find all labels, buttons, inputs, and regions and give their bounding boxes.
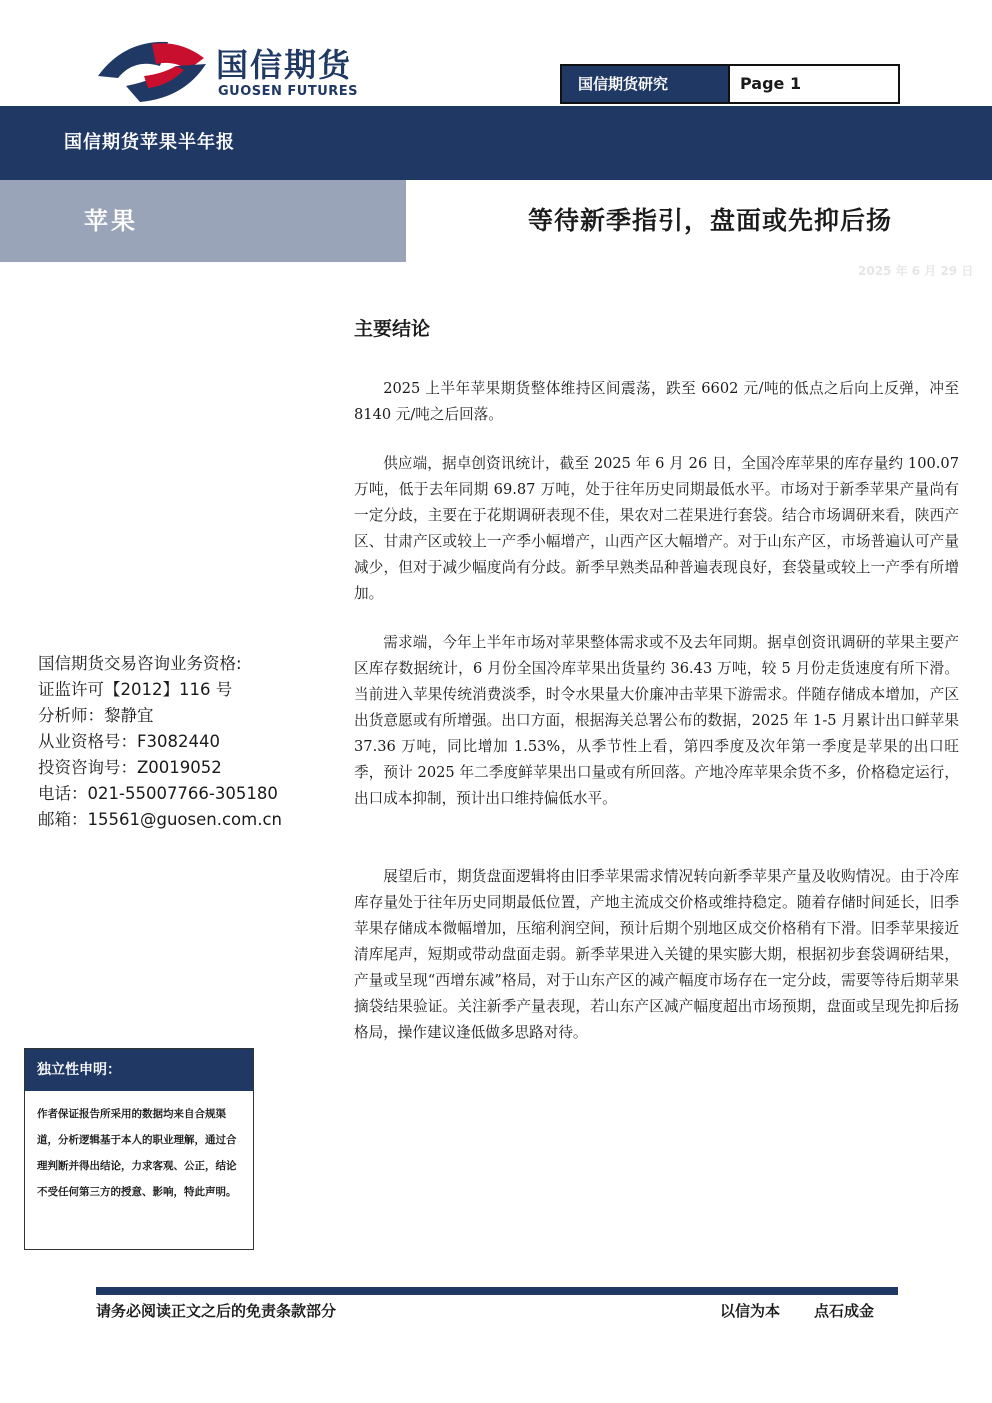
research-label: 国信期货研究 xyxy=(562,66,728,102)
independence-heading: 独立性申明： xyxy=(25,1049,253,1091)
paragraph-supply: 供应端，据卓创资讯统计，截至 2025 年 6 月 26 日，全国冷库苹果的库存量约 100.07 万吨，低于去年同期 69.87 万吨，处于往年历史同期最低水平。市场对于新季苹果产量尚有一定分歧，主要在于花期调研表现不佳，果农对二茬果进行套袋。结合市场调研来看，陕西产区、甘肃产区或较上一产季小幅增产，山西产区大幅增产。对于山东产区，市场普遍认可产量减少，但对于减少幅度尚有分歧。新季早熟类品种普遍表现良好，套袋量或较上一产季有所增加。 xyxy=(354,455,959,602)
slogan-2: 点石成金 xyxy=(814,1302,875,1320)
consulting-number: 投资咨询号：Z0019052 xyxy=(38,758,222,777)
report-type-banner xyxy=(0,106,992,180)
product-panel xyxy=(0,180,406,262)
analyst-info xyxy=(38,651,318,833)
title-band xyxy=(0,180,992,262)
company-logo xyxy=(96,36,386,106)
qualification-line: 国信期货交易咨询业务资格: xyxy=(38,654,242,673)
section-title: 主要结论 xyxy=(354,318,431,340)
analyst-name: 分析师：黎静宜 xyxy=(38,706,154,725)
paragraph-overview: 2025 上半年苹果期货整体维持区间震荡，跌至 6602 元/吨的低点之后向上反弹，冲至 8140 元/吨之后回落。 xyxy=(354,380,959,423)
license-line: 证监许可【2012】116 号 xyxy=(38,680,233,699)
company-name-cn: 国信期货 xyxy=(216,46,353,84)
report-title: 等待新季指引，盘面或先抑后扬 xyxy=(527,206,892,235)
footer-divider xyxy=(96,1287,898,1295)
footer-disclaimer: 请务必阅读正文之后的免责条款部分 xyxy=(96,1302,337,1320)
paragraph-outlook: 展望后市，期货盘面逻辑将由旧季苹果需求情况转向新季苹果产量及收购情况。由于冷库库存量处于往年历史同期最低位置，产地主流成交价格或维持稳定。随着存储时间延长，旧季苹果存储成本微幅增加，压缩利润空间，预计后期个别地区成交价格稍有下滑。旧季苹果接近清库尾声，短期或带动盘面走弱。新季苹果进入关键的果实膨大期，根据初步套袋调研结果，产量或呈现“西增东减”格局，对于山东产区的减产幅度市场存在一定分歧，需要等待后期苹果摘袋结果验证。关注新季产量表现，若山东产区减产幅度超出市场预期，盘面或呈现先抑后扬格局，操作建议逢低做多思路对待。 xyxy=(354,868,959,1041)
product-name: 苹果 xyxy=(84,207,138,235)
independence-statement xyxy=(24,1048,254,1250)
paragraph-demand: 需求端，今年上半年市场对苹果整体需求或不及去年同期。据卓创资讯调研的苹果主要产区库存数据统计，6 月份全国冷库苹果出货量约 36.43 万吨，较 5 月份走货速度有所下滑。当前进入苹果传统消费淡季，时令水果量大价廉冲击苹果下游需求。伴随存储成本增加，产区出货意愿或有所增强。出口方面，根据海关总署公布的数据，2025 年 1-5 月累计出口鲜苹果 37.36 万吨，同比增加 1.53%，从季节性上看，第四季度及次年第一季度是苹果的出口旺季，预计 2025 年二季度鲜苹果出口量或有所回落。产地冷库苹果余货不多，价格稳定运行，出口成本抑制，预计出口维持偏低水平。 xyxy=(354,634,959,807)
practice-cert-number: 从业资格号：F3082440 xyxy=(38,732,220,751)
company-name-en: GUOSEN FUTURES xyxy=(218,84,359,99)
page-number: Page 1 xyxy=(728,66,898,102)
research-header-box xyxy=(560,64,900,104)
email-address: 邮箱：15561@guosen.com.cn xyxy=(38,810,282,829)
report-type: 国信期货苹果半年报 xyxy=(64,132,235,153)
phone-number: 电话：021-55007766-305180 xyxy=(38,784,278,803)
independence-text: 作者保证报告所采用的数据均来自合规渠道，分析逻辑基于本人的职业理解，通过合理判断并得出结论，力求客观、公正，结论不受任何第三方的授意、影响，特此声明。 xyxy=(37,1108,237,1198)
slogan-1: 以信为本 xyxy=(720,1302,781,1320)
logo-mark-icon xyxy=(96,36,212,106)
title-panel xyxy=(406,180,992,262)
report-date: 2025 年 6 月 29 日 xyxy=(858,264,974,278)
footer-slogan xyxy=(720,1300,896,1321)
